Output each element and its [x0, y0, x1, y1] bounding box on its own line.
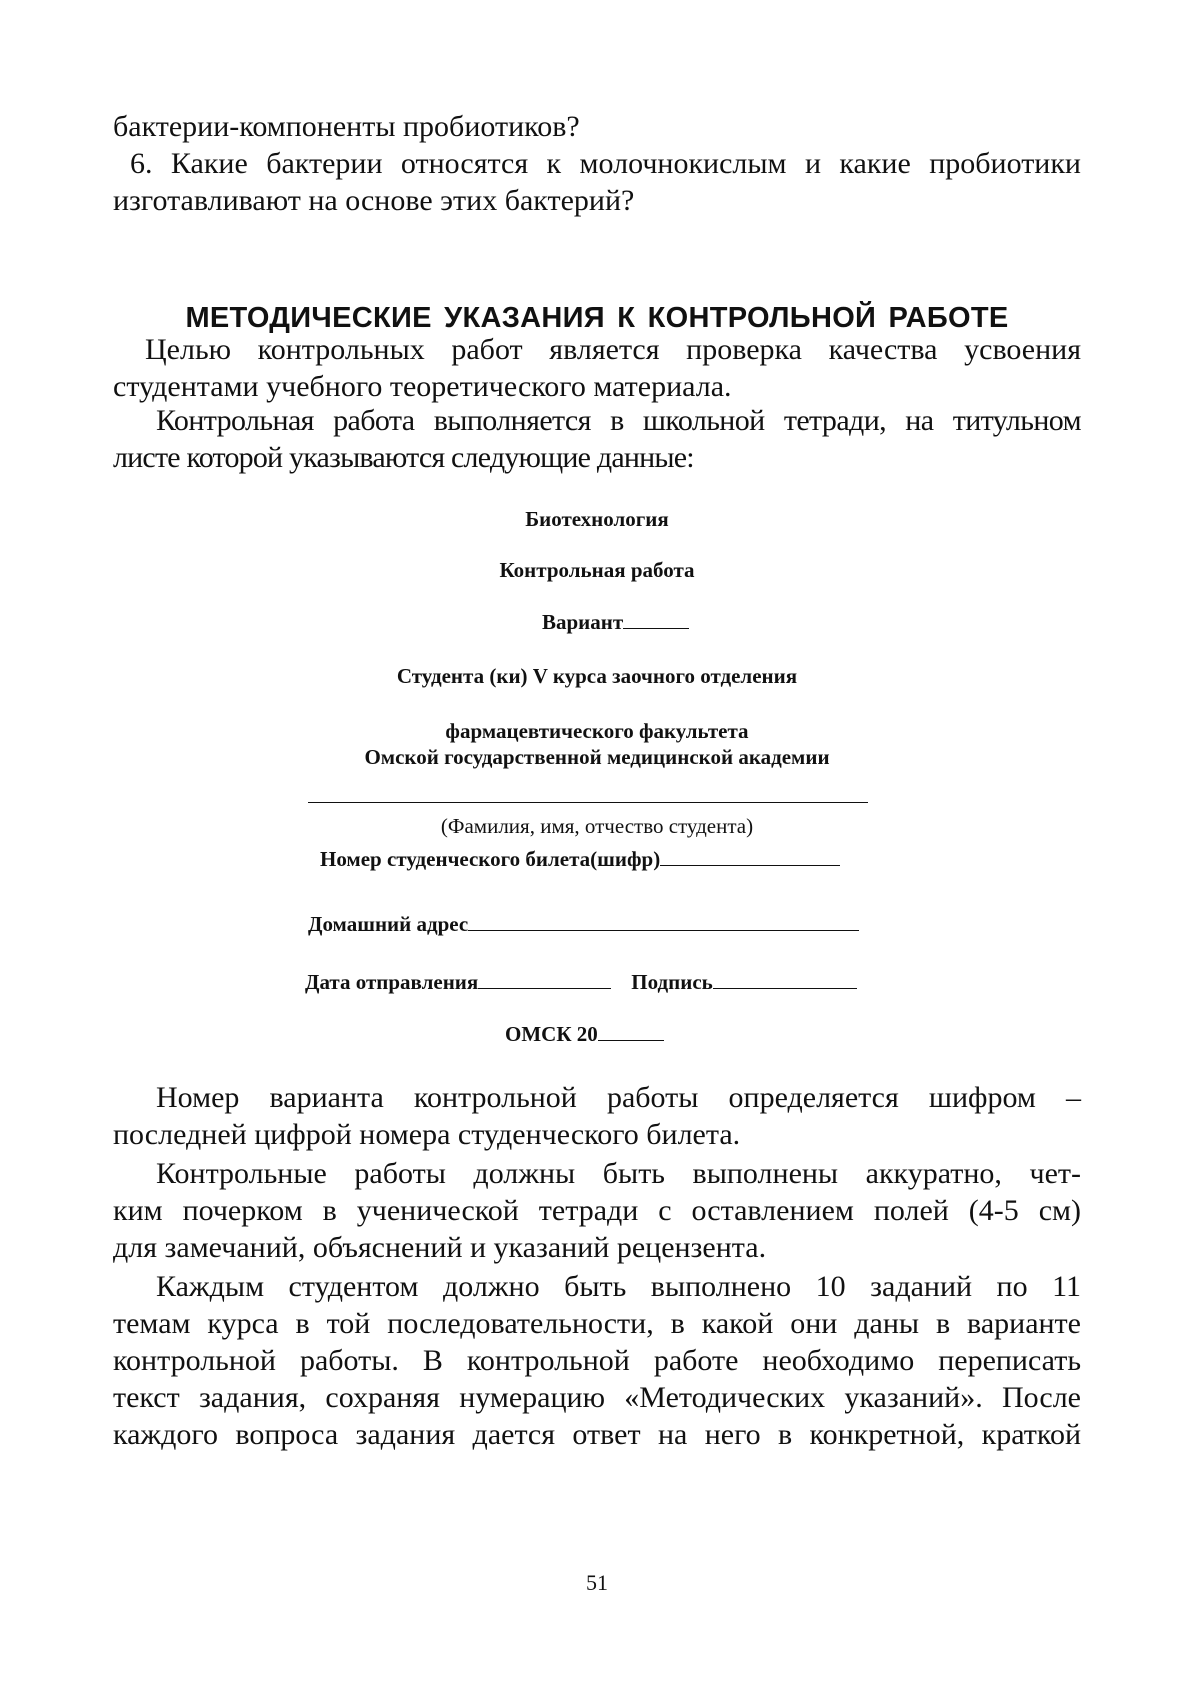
form-faculty: фармацевтического факультета	[445, 719, 749, 743]
form-address-label: Домашний адрес	[308, 912, 469, 936]
form-student: Студента (ки) V курса заочного отделения	[396, 664, 798, 688]
body-paragraph-3-line-4: текст задания, сохраняя нумерацию «Методических указаний». После	[113, 1381, 1081, 1414]
form-name-hint: (Фамилия, имя, отчество студента)	[440, 814, 754, 838]
form-date-label: Дата отправления	[305, 970, 479, 994]
form-variant-label: Вариант	[542, 610, 624, 634]
section-heading: МЕТОДИЧЕСКИЕ УКАЗАНИЯ К КОНТРОЛЬНОЙ РАБОТЕ	[185, 302, 1009, 334]
form-ticket-label: Номер студенческого билета(шифр)	[320, 847, 661, 871]
form-academy: Омской государственной медицинской академии	[364, 745, 830, 769]
form-city-year	[505, 1022, 664, 1047]
question-6-line-2: изготавливают на основе этих бактерий?	[113, 184, 635, 217]
intro-paragraph-2-line-1: Контрольная работа выполняется в школьной тетради, на титульном	[156, 404, 1081, 437]
body-paragraph-2-line-2: ким почерком в ученической тетради с оставлением полей (4-5 см)	[113, 1194, 1081, 1227]
form-signature-label: Подпись	[631, 970, 713, 994]
variant-blank	[623, 610, 689, 629]
question-6-line-1: 6. Какие бактерии относятся к молочнокислым и какие пробиотики	[130, 147, 1081, 180]
form-city-year-label: ОМСК 20	[505, 1022, 598, 1046]
page-number: 51	[586, 1570, 608, 1595]
address-blank	[468, 912, 859, 931]
intro-paragraph-1-line-2: студентами учебного теоретического материала.	[113, 370, 732, 403]
body-paragraph-2-line-3: для замечаний, объяснений и указаний рецензента.	[113, 1231, 767, 1264]
body-paragraph-3-line-1: Каждым студентом должно быть выполнено 10 заданий по 11	[156, 1270, 1081, 1303]
ticket-blank	[660, 847, 840, 866]
form-address	[308, 912, 859, 937]
body-paragraph-2-line-1: Контрольные работы должны быть выполнены аккуратно, чет-	[156, 1157, 1081, 1190]
body-paragraph-1-line-1: Номер варианта контрольной работы определяется шифром –	[156, 1081, 1081, 1114]
body-paragraph-1-line-2: последней цифрой номера студенческого билета.	[113, 1118, 741, 1151]
name-blank-line	[308, 802, 868, 803]
body-paragraph-3-line-5: каждого вопроса задания дается ответ на него в конкретной, краткой	[113, 1418, 1081, 1451]
body-paragraph-3-line-3: контрольной работы. В контрольной работе необходимо переписать	[113, 1344, 1081, 1377]
form-date-signature	[305, 970, 857, 995]
form-ticket	[320, 847, 840, 872]
intro-paragraph-2-line-2: листе которой указываются следующие данные:	[113, 441, 694, 474]
body-paragraph-3-line-2: темам курса в той последовательности, в какой они даны в варианте	[113, 1307, 1081, 1340]
form-work-title: Контрольная работа	[499, 558, 695, 582]
year-blank	[598, 1022, 664, 1041]
form-subject: Биотехнология	[525, 507, 669, 531]
form-variant	[542, 610, 689, 635]
text-line: бактерии-компоненты пробиотиков?	[113, 110, 580, 143]
intro-paragraph-1-line-1: Целью контрольных работ является проверка качества усвоения	[145, 333, 1081, 366]
signature-blank	[713, 970, 857, 989]
date-blank	[478, 970, 611, 989]
